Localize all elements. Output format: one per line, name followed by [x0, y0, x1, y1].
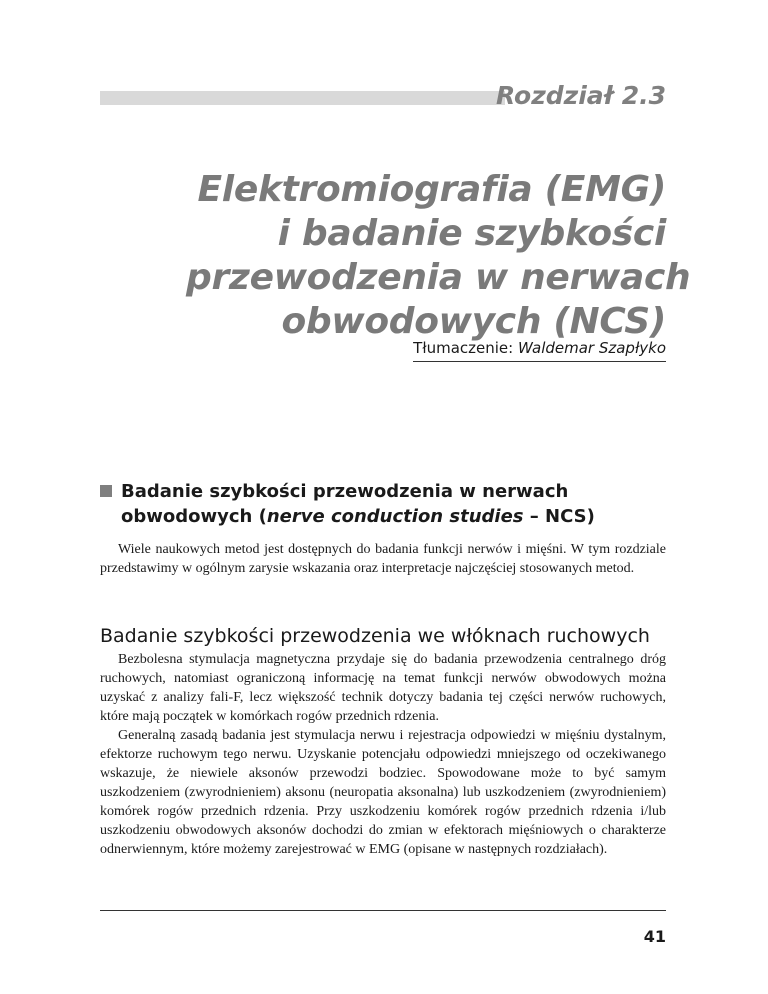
heading-part: obwodowych (	[121, 506, 267, 527]
title-line: przewodzenia w nerwach	[186, 257, 691, 298]
page-number: 41	[643, 927, 666, 946]
section-heading-line1: Badanie szybkości przewodzenia w nerwach	[121, 481, 569, 502]
heading-part: – NCS)	[523, 506, 595, 527]
paragraph: Generalną zasadą badania jest stymulacja nerwu i rejestracja odpowiedzi w mięśniu dystalnym, efektorze ruchowym tego nerwu. Uzyskanie potencjału odpowiedzi mniejszego od oczekiwanego wskazuje, że niewiele aksonów przewodzi bodziec. Spowodowane może to być samym uszkodzeniem (zwyrodnieniem) aksonu (neuropatia aksonalna) lub uszkodzeniem (zwyrodnieniem) komórek rogów przednich rdzenia. Przy uszkodzeniu komórek rogów przednich rdzenia i/lub uszkodzeniu obwodowych aksonów dochodzi do zmian w efektorach mięśniowych o charakterze odnerwiennym, które możemy zarejestrować w EMG (opisane w następnych rozdziałach).	[100, 728, 666, 857]
title-line: obwodowych (NCS)	[281, 301, 666, 342]
title-line: i badanie szybkości	[277, 213, 666, 254]
paragraph: Bezbolesna stymulacja magnetyczna przydaje się do badania przewodzenia centralnego dróg ruchowych, natomiast ograniczoną informację na temat funkcji nerwów obwodowych można uzyskać z analizy fali-F, lecz większość technik dotyczy badania tej części nerwów ruchowych, które mają początek w komórkach rogów przednich rdzenia.	[100, 652, 666, 724]
chapter-title	[186, 168, 691, 344]
paragraph: Wiele naukowych metod jest dostępnych do badania funkcji nerwów i mięśni. W tym rozdziale przedstawimy w ogólnym zarysie wskazania oraz interpretacje najczęściej stosowanych metod.	[100, 542, 666, 576]
footer-rule	[100, 910, 666, 911]
intro-paragraph	[100, 540, 666, 578]
section-heading-line2	[121, 504, 600, 529]
title-line: Elektromiografia (EMG)	[197, 169, 666, 210]
chapter-label: Rozdział 2.3	[496, 81, 666, 110]
subsection-body	[100, 650, 666, 859]
subsection-heading: Badanie szybkości przewodzenia we włóknach ruchowych	[100, 625, 650, 647]
square-bullet-icon	[100, 485, 112, 497]
heading-english-term: nerve conduction studies	[266, 506, 524, 527]
chapter-bar	[100, 91, 505, 105]
section-heading	[100, 479, 600, 529]
translation-prefix: Tłumaczenie:	[413, 339, 518, 357]
translation-credit	[413, 338, 666, 362]
translator-name: Waldemar Szapłyko	[517, 339, 666, 357]
